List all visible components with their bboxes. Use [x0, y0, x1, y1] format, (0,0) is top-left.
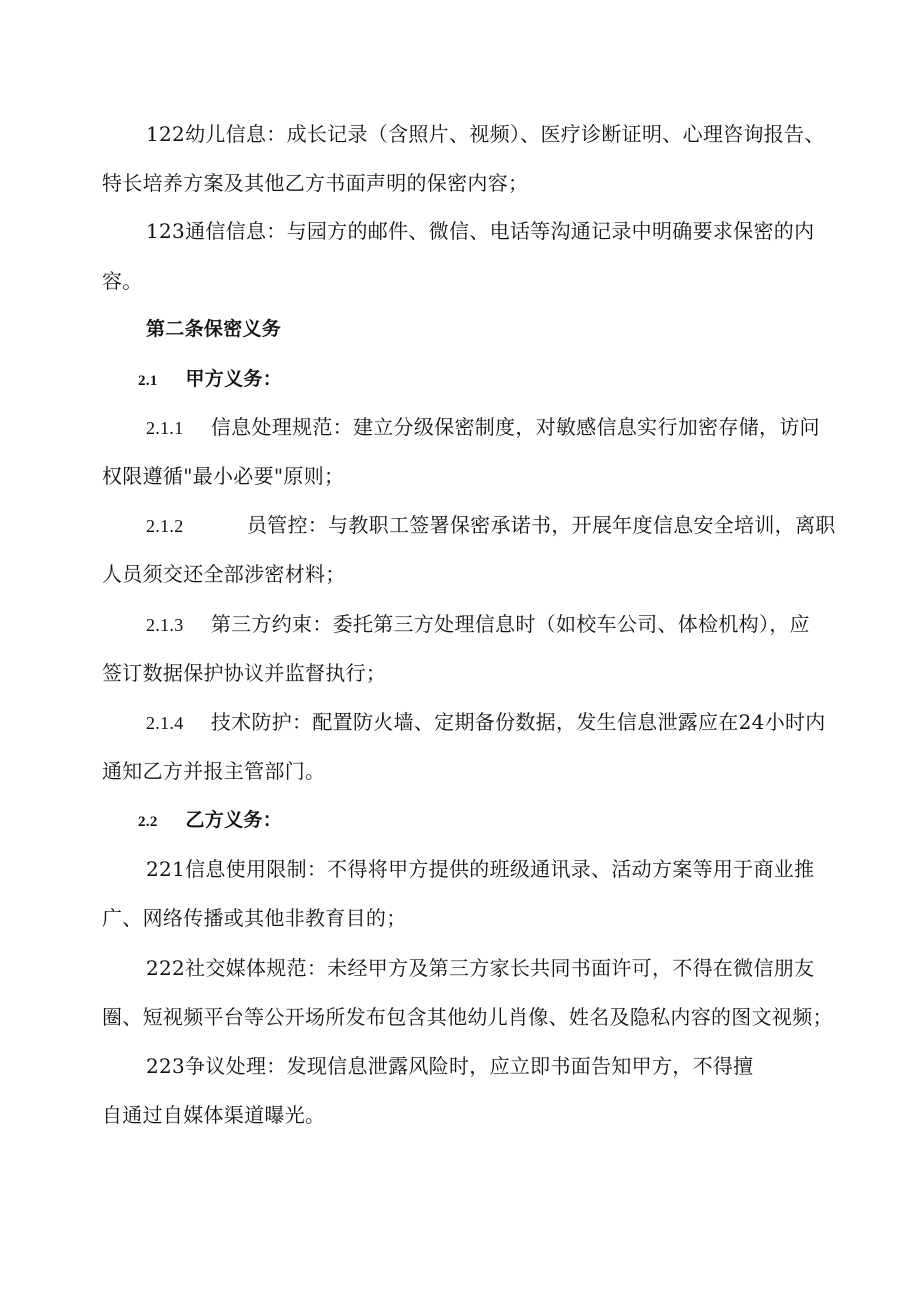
section-2-1-4-line-2: 通知乙方并报主管部门。: [102, 759, 326, 783]
section-2-1-number: 2.1: [138, 373, 158, 389]
section-2-2-title: 乙方义务：: [185, 809, 283, 831]
section-2-1-3-number: 2.1.3: [146, 615, 184, 635]
section-2-2-number: 2.2: [138, 814, 158, 830]
section-2-1-3-text: 第三方约束：委托第三方处理信息时（如校车公司、体检机构），应: [210, 612, 810, 636]
section-2-1-1-number: 2.1.1: [146, 418, 184, 438]
paragraph-122-line-1: 122幼儿信息：成长记录（含照片、视频）、医疗诊断证明、心理咨询报告、: [146, 122, 825, 146]
paragraph-122-line-2: 特长培养方案及其他乙方书面声明的保密内容；: [102, 171, 529, 195]
paragraph-223-line-2: 自通过自媒体渠道曝光。: [102, 1103, 326, 1127]
section-2-1-3-line-1: [146, 611, 810, 638]
section-2-1-1-line-2: 权限遵循"最小必要"原则；: [102, 464, 345, 488]
section-2-1-4-text: 技术防护：配置防火墙、定期备份数据，发生信息泄露应在24小时内: [210, 710, 826, 734]
section-2-1-3-line-2: 签订数据保护协议并监督执行；: [102, 661, 387, 685]
section-2-1-1-text: 信息处理规范：建立分级保密制度，对敏感信息实行加密存储，访问: [210, 415, 820, 439]
paragraph-222-line-1: 222社交媒体规范：未经甲方及第三方家长共同书面许可，不得在微信朋友: [146, 956, 815, 980]
section-2-1-4-number: 2.1.4: [146, 713, 184, 733]
section-2-1-heading: [138, 366, 282, 394]
paragraph-221-line-2: 广、网络传播或其他非教育目的；: [102, 906, 407, 930]
paragraph-123-line-1: 123通信信息：与园方的邮件、微信、电话等沟通记录中明确要求保密的内: [146, 219, 815, 243]
section-2-2-heading: [138, 807, 282, 835]
paragraph-223-line-1: 223争议处理：发现信息泄露风险时，应立即书面告知甲方，不得擅: [146, 1054, 754, 1078]
paragraph-221-line-1: 221信息使用限制：不得将甲方提供的班级通讯录、活动方案等用于商业推: [146, 857, 815, 881]
paragraph-123-line-2: 容。: [102, 269, 143, 293]
section-2-1-2-number: 2.1.2: [146, 516, 184, 536]
paragraph-222-line-2: 圈、短视频平台等公开场所发布包含其他幼儿肖像、姓名及隐私内容的图文视频；: [102, 1005, 833, 1029]
article-2-heading: 第二条保密义务: [146, 318, 282, 340]
section-2-1-1-line-1: [146, 414, 820, 441]
section-2-1-4-line-1: [146, 709, 826, 736]
section-2-1-2-line-2: 人员须交还全部涉密材料；: [102, 562, 346, 586]
section-2-1-2-text: 员管控：与教职工签署保密承诺书，开展年度信息安全培训，离职: [246, 513, 836, 537]
section-2-1-title: 甲方义务：: [185, 368, 283, 390]
section-2-1-2-line-1: [146, 512, 836, 539]
